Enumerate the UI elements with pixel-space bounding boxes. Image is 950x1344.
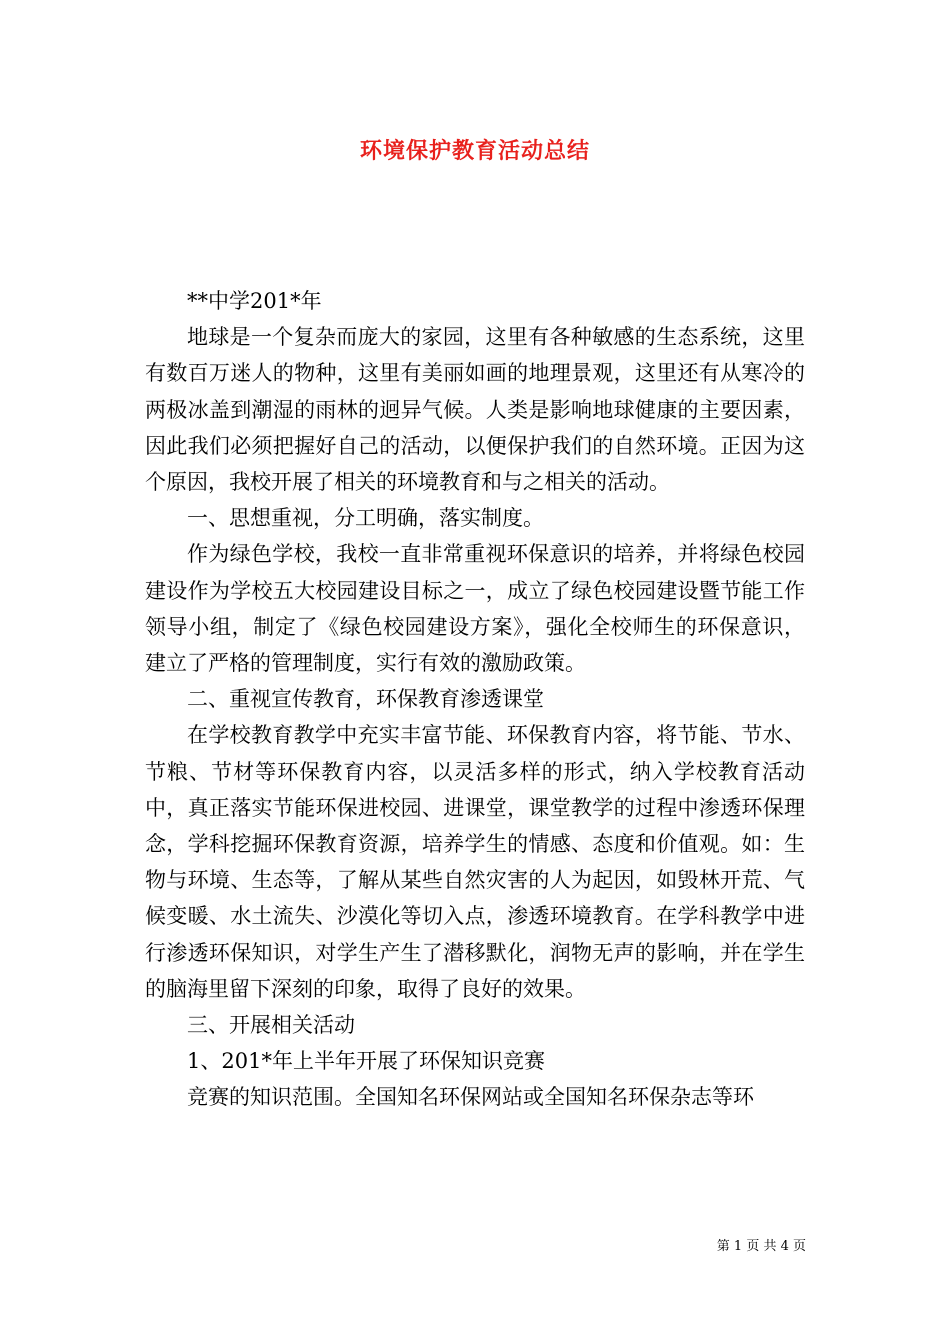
subsection-1-paragraph: 竞赛的知识范围。全国知名环保网站或全国知名环保杂志等环 — [187, 1085, 754, 1110]
section-heading-1: 一、思想重视，分工明确，落实制度。 — [187, 506, 544, 531]
school-year-line: **中学201*年 — [187, 289, 322, 313]
document-title: 环境保护教育活动总结 — [359, 138, 590, 164]
section-1-paragraph: 作为绿色学校，我校一直非常重视环保意识的培养，并将绿色校园建设作为学校五大校园建设目标之一，成立了绿色校园建设暨节能工作领导小组，制定了《绿色校园建设方案》，强化全校师生的环保意识，建立了严格的管理制度，实行有效的激励政策。 — [145, 542, 805, 676]
section-heading-3: 三、开展相关活动 — [187, 1013, 355, 1038]
page-footer: 第 1 页 共 4 页 — [716, 1239, 806, 1254]
section-2-paragraph: 在学校教育教学中充实丰富节能、环保教育内容，将节能、节水、节粮、节材等环保教育内容，以灵活多样的形式，纳入学校教育活动中，真正落实节能环保进校园、进课堂，课堂教学的过程中渗透环保理念，学科挖掘环保教育资源，培养学生的情感、态度和价值观。如：生物与环境、生态等，了解从某些自然灾害的人为起因，如毁林开荒、气候变暖、水土流失、沙漠化等切入点，渗透环境教育。在学科教学中进行渗透环保知识，对学生产生了潜移默化，润物无声的影响，并在学生的脑海里留下深刻的印象，取得了良好的效果。 — [145, 723, 805, 1001]
section-heading-2: 二、重视宣传教育，环保教育渗透课堂 — [187, 687, 544, 712]
intro-paragraph: 地球是一个复杂而庞大的家园，这里有各种敏感的生态系统，这里有数百万迷人的物种，这里有美丽如画的地理景观，这里还有从寒冷的两极冰盖到潮湿的雨林的迥异气候。人类是影响地球健康的主要因素，因此我们必须把握好自己的活动，以便保护我们的自然环境。正因为这个原因，我校开展了相关的环境教育和与之相关的活动。 — [145, 325, 805, 495]
subsection-heading-1: 1、201*年上半年开展了环保知识竞赛 — [187, 1049, 545, 1074]
document-body — [145, 283, 805, 1116]
